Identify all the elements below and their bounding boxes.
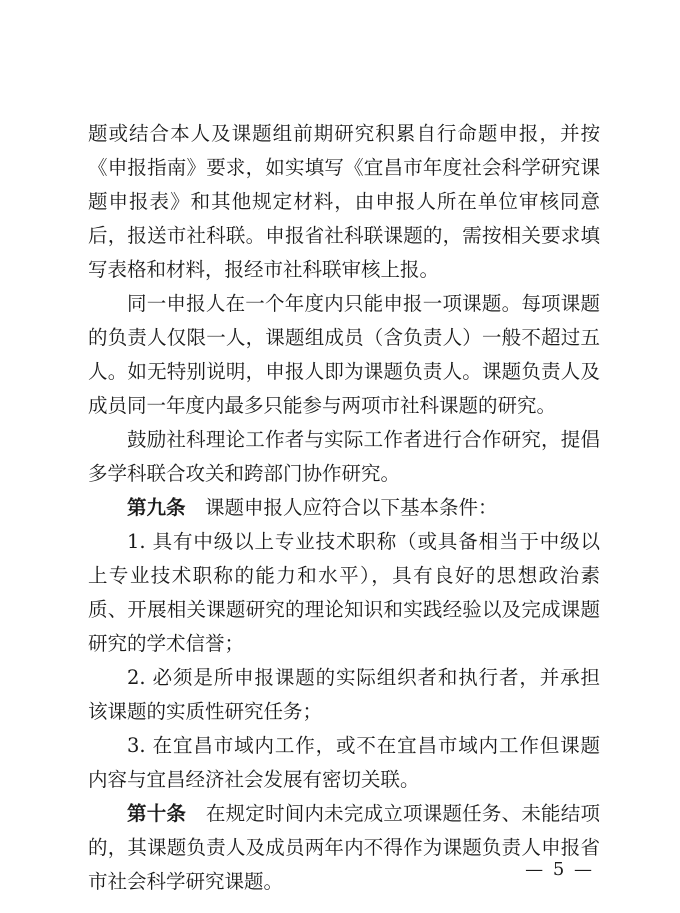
paragraph-applicant-limit: [88, 287, 600, 423]
article-ten-heading: 第十条: [127, 802, 187, 825]
condition-item-3: [88, 729, 600, 797]
condition-item-1: [88, 525, 600, 661]
article-nine-heading: 第九条: [127, 496, 186, 519]
paragraph-application-procedure: [88, 117, 600, 287]
paragraph-cooperation: [88, 423, 600, 491]
paragraph-text: 3. 在宜昌市域内工作，或不在宜昌市域内工作但课题内容与宜昌经济社会发展有密切关联。: [88, 734, 600, 791]
article-nine: [88, 491, 600, 525]
article-ten: [88, 797, 600, 899]
page-number: — 5 —: [525, 859, 594, 880]
condition-item-2: [88, 661, 600, 729]
paragraph-text: 2. 必须是所申报课题的实际组织者和执行者，并承担该课题的实质性研究任务；: [88, 666, 600, 723]
paragraph-text: 在规定时间内未完成立项课题任务、未能结项的，其课题负责人及成员两年内不得作为课题负责人申报省市社会科学研究课题。: [88, 802, 600, 893]
paragraph-text: 同一申报人在一个年度内只能申报一项课题。每项课题的负责人仅限一人，课题组成员（含负责人）一般不超过五人。如无特别说明，申报人即为课题负责人。课题负责人及成员同一年度内最多只能参与两项市社科课题的研究。: [88, 292, 600, 417]
paragraph-text: 课题申报人应符合以下基本条件：: [185, 496, 498, 519]
paragraph-text: 鼓励社科理论工作者与实际工作者进行合作研究，提倡多学科联合攻关和跨部门协作研究。: [88, 428, 600, 485]
paragraph-text: 1. 具有中级以上专业技术职称（或具备相当于中级以上专业技术职称的能力和水平），具有良好的思想政治素质、开展相关课题研究的理论知识和实践经验以及完成课题研究的学术信誉；: [88, 530, 600, 655]
document-body: [88, 117, 600, 899]
paragraph-text: 题或结合本人及课题组前期研究积累自行命题申报，并按《申报指南》要求，如实填写《宜昌市年度社会科学研究课题申报表》和其他规定材料，由申报人所在单位审核同意后，报送市社科联。申报省社科联课题的，需按相关要求填写表格和材料，报经市社科联审核上报。: [88, 122, 600, 281]
